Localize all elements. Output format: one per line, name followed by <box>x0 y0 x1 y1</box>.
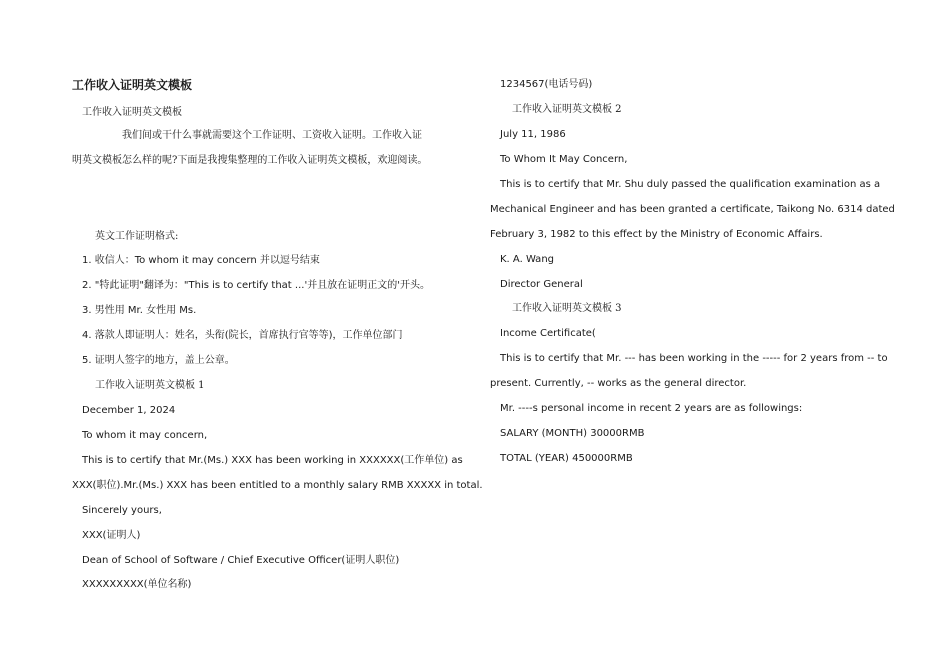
total-line: TOTAL (YEAR) 450000RMB <box>500 453 633 464</box>
letter-signer-title: Dean of School of Software / Chief Executive Officer(证明人职位) <box>82 555 400 566</box>
intro-line: 我们间或干什么事就需要这个工作证明、工资收入证明。工作收入证 <box>122 130 422 141</box>
letter-body: This is to certify that Mr. --- has been working in the ----- for 2 years from -- to <box>500 353 888 364</box>
document-title: 工作收入证明英文模板 <box>72 78 193 92</box>
letter-closing: Sincerely yours, <box>82 505 162 516</box>
format-heading: 英文工作证明格式: <box>95 231 179 242</box>
salary-line: SALARY (MONTH) 30000RMB <box>500 428 645 439</box>
template-heading: 工作收入证明英文模板 3 <box>512 303 622 314</box>
letter-salutation: To whom it may concern, <box>82 430 208 441</box>
template-heading: 工作收入证明英文模板 1 <box>95 380 205 391</box>
letter-signer-name: K. A. Wang <box>500 254 554 265</box>
subtitle: 工作收入证明英文模板 <box>82 107 182 118</box>
letter-body: Mr. ----s personal income in recent 2 years are as followings: <box>500 403 803 414</box>
letter-signer-name: XXX(证明人) <box>82 530 141 541</box>
letter-body: Mechanical Engineer and has been granted a certificate, Taikong No. 6314 dated <box>490 204 895 215</box>
letter-signer-title: Director General <box>500 279 583 290</box>
format-item: 3. 男性用 Mr. 女性用 Ms. <box>82 305 197 316</box>
intro-line: 明英文模板怎么样的呢?下面是我搜集整理的工作收入证明英文模板，欢迎阅读。 <box>72 155 428 166</box>
letter-body: present. Currently, -- works as the general director. <box>490 378 747 389</box>
letter-signer-org: XXXXXXXXX(单位名称) <box>82 579 192 590</box>
format-item: 2. "特此证明"翻译为："This is to certify that ...'并且放在证明正文的'开头。 <box>82 280 430 291</box>
letter-body: This is to certify that Mr.(Ms.) XXX has been working in XXXXXX(工作单位) as <box>82 455 463 466</box>
format-item: 5. 证明人签字的地方，盖上公章。 <box>82 355 235 366</box>
letter-body: XXX(职位).Mr.(Ms.) XXX has been entitled to a monthly salary RMB XXXXX in total. <box>72 480 483 491</box>
letter-date: July 11, 1986 <box>500 129 566 140</box>
certificate-heading: Income Certificate( <box>500 328 596 339</box>
format-item: 4. 落款人即证明人：姓名，头衔(院长，首席执行官等等)，工作单位部门 <box>82 330 403 341</box>
letter-body: February 3, 1982 to this effect by the Ministry of Economic Affairs. <box>490 229 823 240</box>
template-heading: 工作收入证明英文模板 2 <box>512 104 622 115</box>
letter-body: This is to certify that Mr. Shu duly passed the qualification examination as a <box>500 179 881 190</box>
letter-phone: 1234567(电话号码) <box>500 79 593 90</box>
letter-date: December 1, 2024 <box>82 405 176 416</box>
letter-salutation: To Whom It May Concern, <box>500 154 628 165</box>
format-item: 1. 收信人：To whom it may concern 并以逗号结束 <box>82 255 320 266</box>
